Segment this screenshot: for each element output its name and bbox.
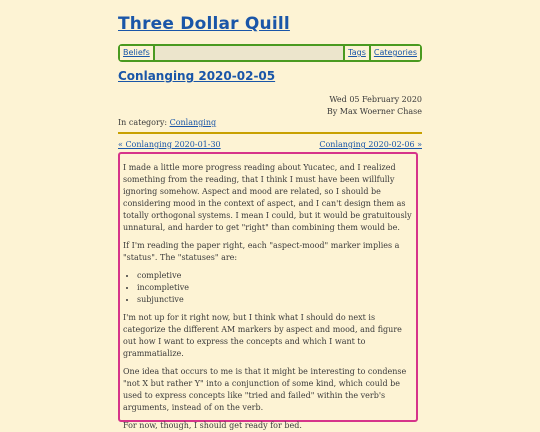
post-content <box>118 152 418 430</box>
paragraph: One idea that occurs to me is that it might be interesting to condense "not X but rather Y" into a conjunction of some kind, which could be used to express concepts like "tried and failed" within the verb's arguments, instead of on the verb. <box>123 367 407 412</box>
category-prefix: In category: <box>118 118 170 127</box>
paragraph: I made a little more progress reading about Yucatec, and I realized something from the reading, that I think I must have been willfully ignoring somehow. Aspect and mood are related, so I should be considering mood in the context of aspect, and I can't design them as totally orthogonal systems. I mean I could, but it would be gratuitously unnatural, and harder to get "right" than combining them would be. <box>123 163 412 232</box>
paragraph: If I'm reading the paper right, each "aspect-mood" marker implies a "status". The "statuses" are: <box>123 241 400 262</box>
post-author: By Max Woerner Chase <box>326 107 422 116</box>
post-date: Wed 05 February 2020 <box>329 95 422 104</box>
paragraph: For now, though, I should get ready for bed. <box>123 421 302 430</box>
post-title-link[interactable]: Conlanging 2020-02-05 <box>118 69 276 83</box>
site-title-link[interactable]: Three Dollar Quill <box>118 14 290 34</box>
list-item: • subjunctive <box>137 294 412 306</box>
divider <box>118 132 422 134</box>
nav-beliefs-link[interactable]: Beliefs <box>120 46 153 60</box>
list-item: • incompletive <box>137 282 412 294</box>
list-item: • completive <box>137 270 412 282</box>
paragraph: I'm not up for it right now, but I think what I should do next is categorize the different AM markers by aspect and mood, and figure out how I want to express the concepts and which I want to grammatialize. <box>123 313 402 358</box>
post-meta <box>327 94 422 118</box>
next-post-link[interactable]: Conlanging 2020-02-06 » <box>319 140 422 149</box>
nav-categories-link[interactable]: Categories <box>371 46 420 60</box>
prev-post-link[interactable]: « Conlanging 2020-01-30 <box>118 140 221 149</box>
nav-bar <box>118 44 422 62</box>
post-category <box>118 118 216 127</box>
category-link[interactable]: Conlanging <box>169 118 217 127</box>
status-list <box>123 270 412 306</box>
nav-tags-link[interactable]: Tags <box>345 46 369 60</box>
nav-spacer <box>155 46 343 60</box>
